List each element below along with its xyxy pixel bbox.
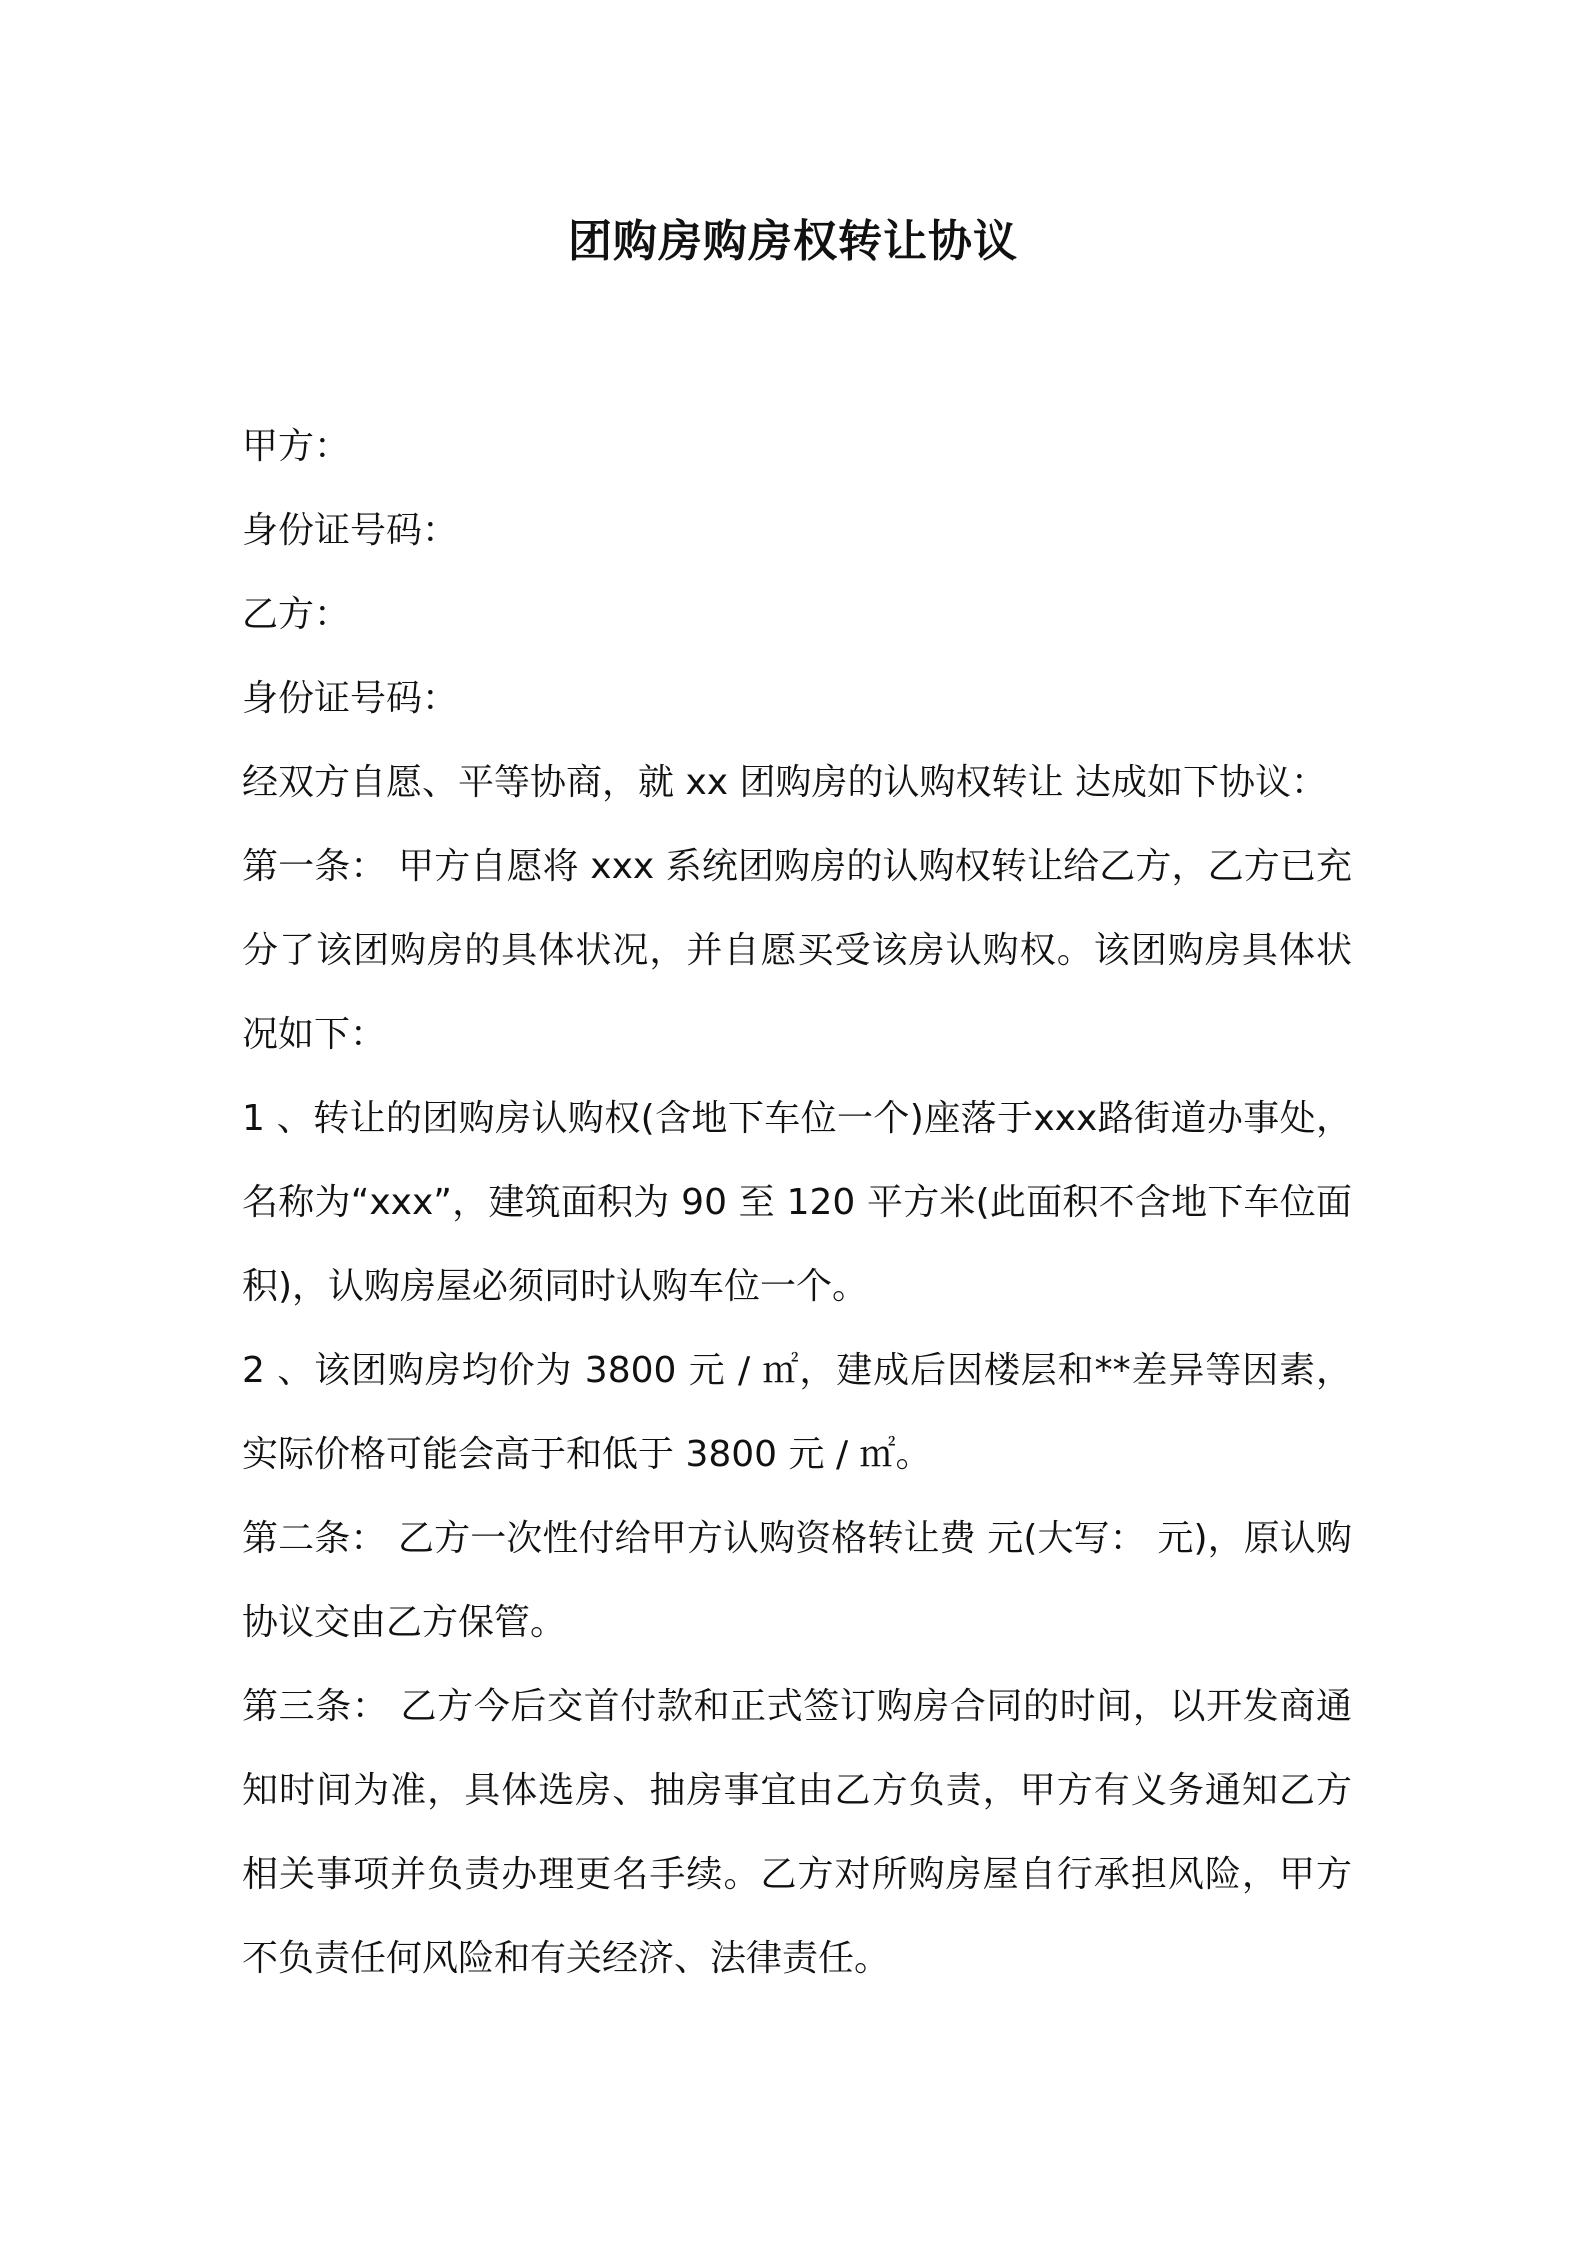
party-a-label: 甲方：	[242, 426, 351, 467]
article-2-paragraph: 第二条： 乙方一次性付给甲方认购资格转让费 元(大写： 元)，原认购协议交由乙方保管。	[242, 1518, 1352, 1643]
party-a-id-label: 身份证号码：	[242, 510, 459, 551]
article-3-paragraph: 第三条： 乙方今后交首付款和正式签订购房合同的时间，以开发商通知时间为准，具体选房、抽房事宜由乙方负责，甲方有义务通知乙方相关事项并负责办理更名手续。乙方对所购房屋自行承担风险，甲方不负责任何风险和有关经济、法律责任。	[242, 1686, 1352, 1979]
preamble-paragraph: 经双方自愿、平等协商，就 xx 团购房的认购权转让 达成如下协议：	[242, 762, 1327, 803]
clause-2-paragraph: 2 、该团购房均价为 3800 元 / ㎡，建成后因楼层和**差异等因素，实际价格可能会高于和低于 3800 元 / ㎡。	[242, 1350, 1352, 1475]
document-title: 团购房购房权转让协议	[568, 216, 1018, 267]
article-1-paragraph: 第一条： 甲方自愿将 xxx 系统团购房的认购权转让给乙方，乙方已充分了该团购房的具体状况，并自愿买受该房认购权。该团购房具体状况如下：	[242, 846, 1352, 1055]
clause-1-paragraph: 1 、转让的团购房认购权(含地下车位一个)座落于xxx路街道办事处，名称为“xxx”，建筑面积为 90 至 120 平方米(此面积不含地下车位面积)，认购房屋必须同时认购车位一个。	[242, 1098, 1352, 1307]
party-b-label: 乙方：	[242, 594, 351, 635]
party-b-id-label: 身份证号码：	[242, 678, 459, 719]
document-body	[242, 405, 1352, 2001]
